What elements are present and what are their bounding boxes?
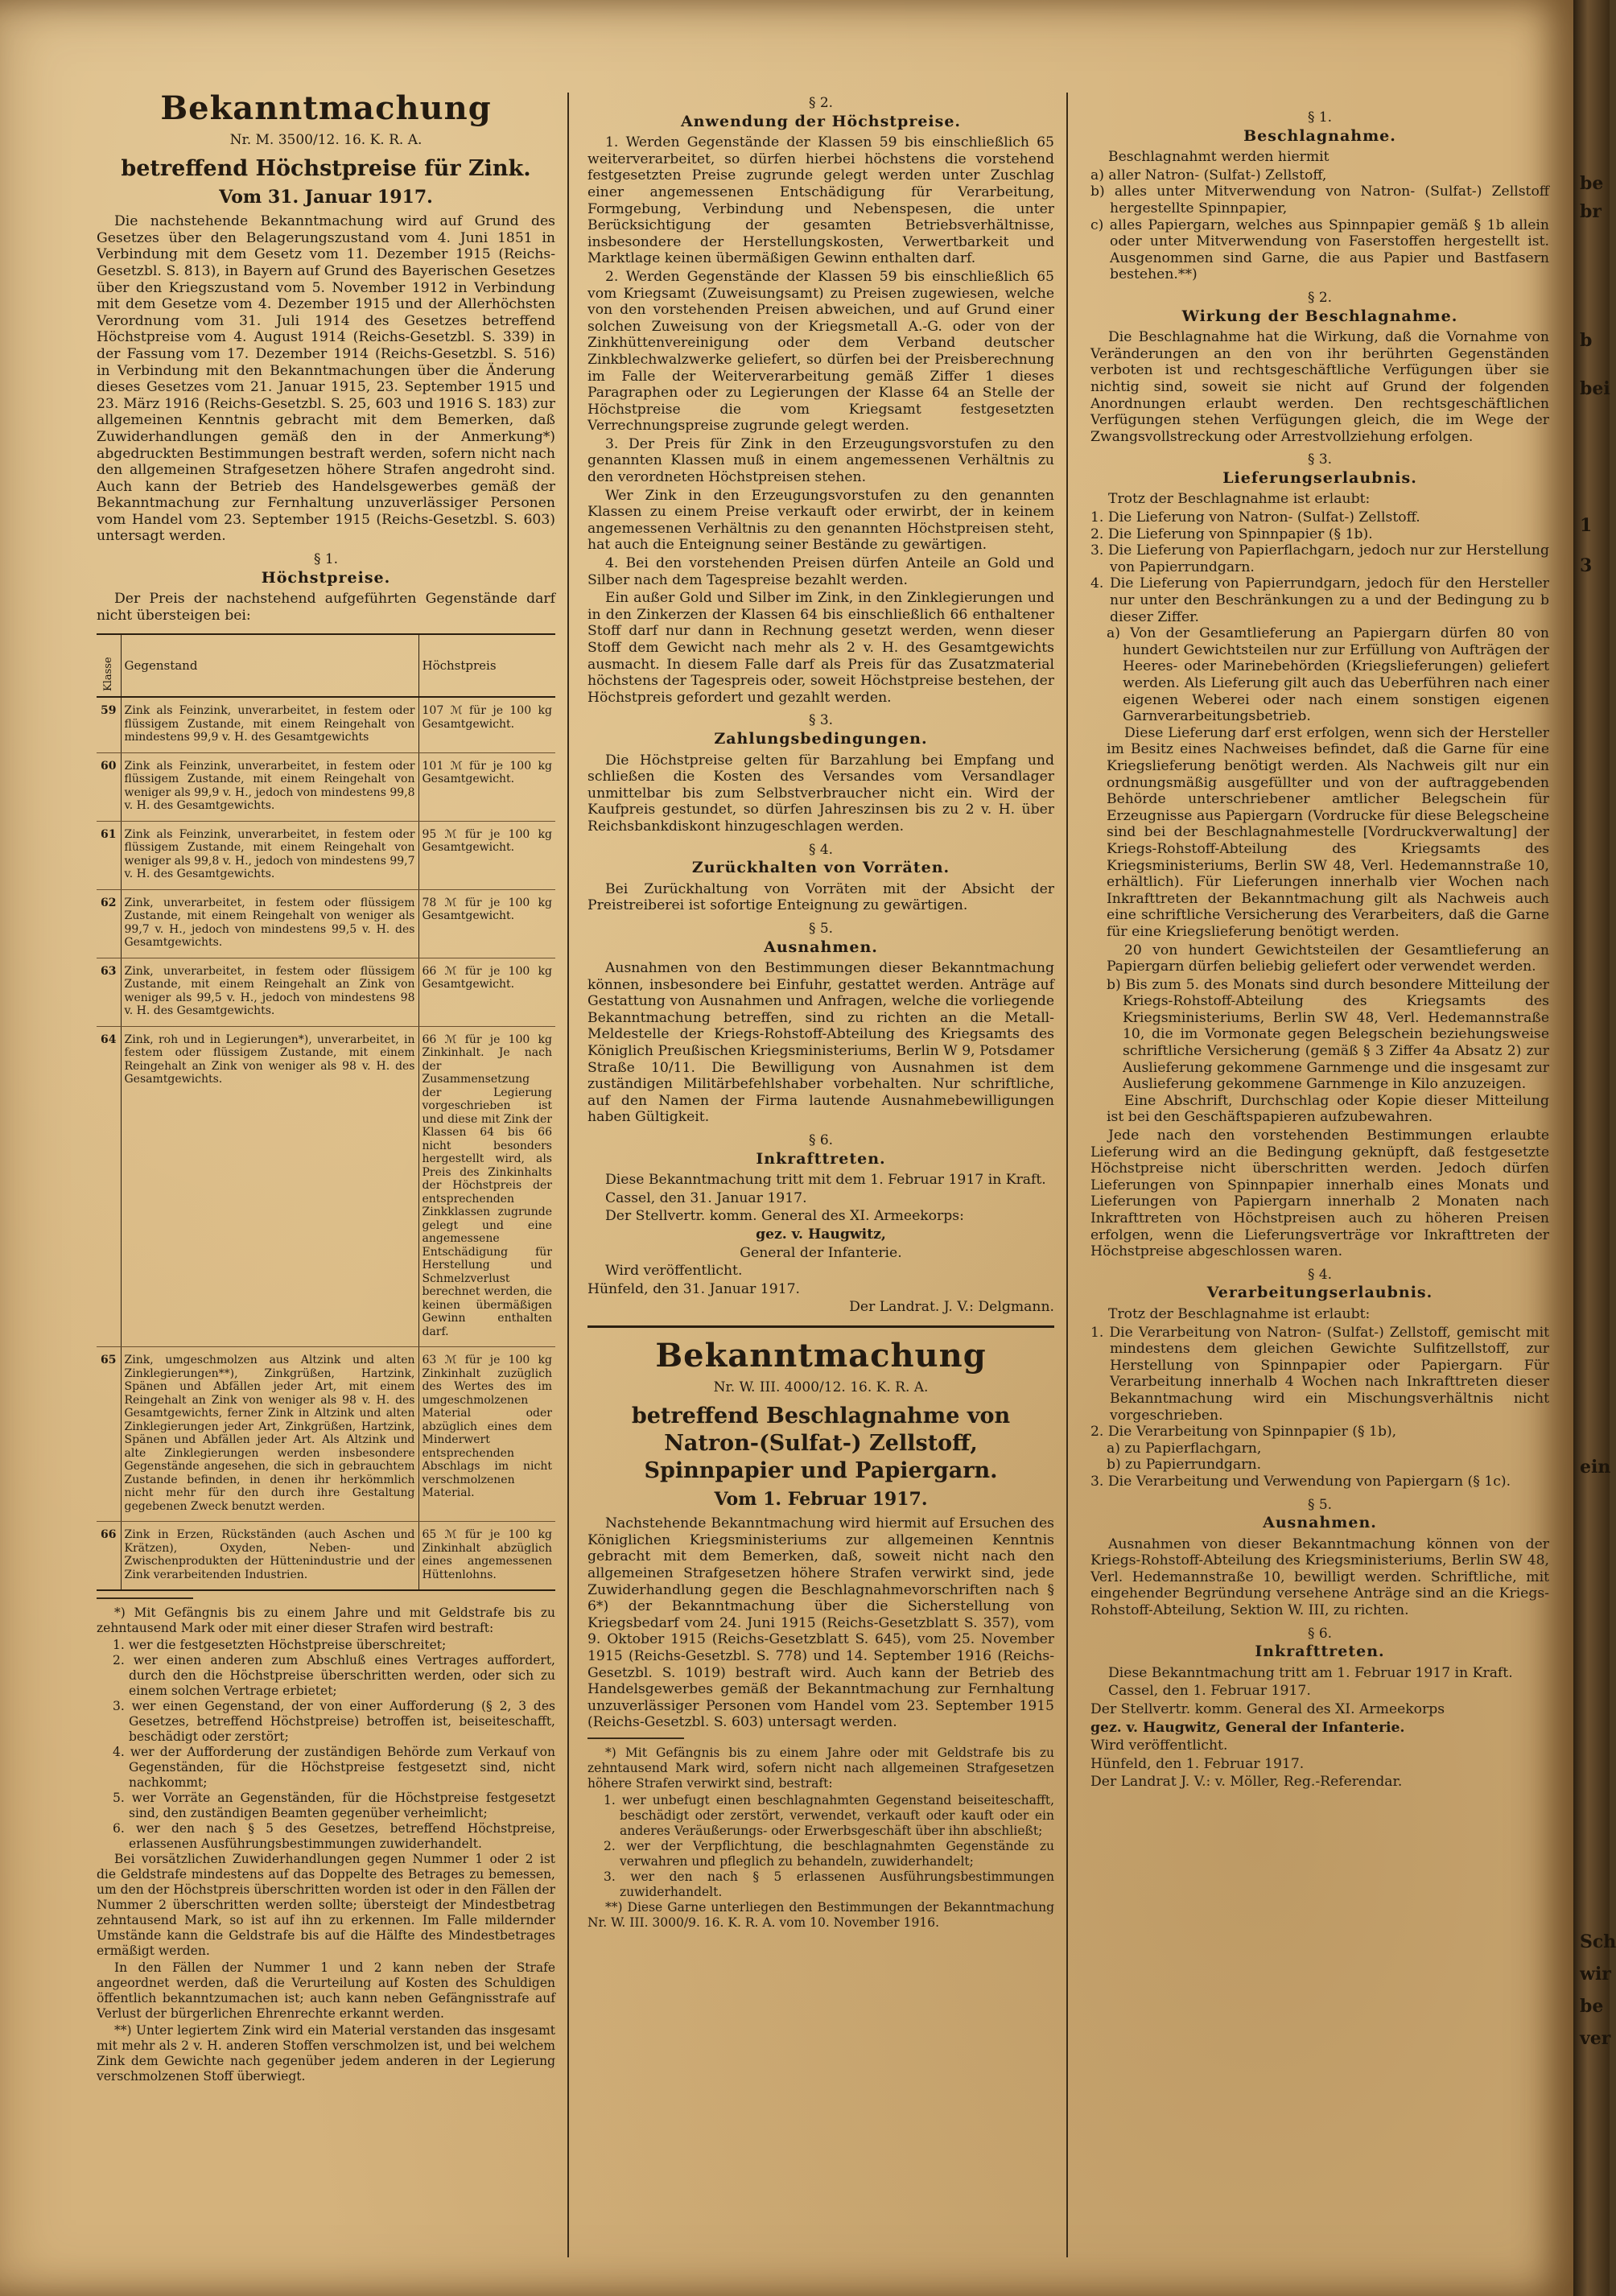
section-text: Diese Lieferung darf erst erfolgen, wenn sich der Hersteller im Besitz eines Nachweises befindet, daß die Garne für eine Kriegslieferung benötigt werden. Als Nachweis gilt nur ein ordnungsmäßig ausgefüllter und von der auftraggebenden Behörde unterschriebener amtlicher Belegschein für Erzeugnisse aus Papiergarn (Vordrucke für diese Belegscheine sind bei der Beschlagnahmestelle [Vordruckverwaltung] der Kriegs-Rohstoff-Abteilung des Kriegsamts des Kriegsministeriums, Berlin SW 48, Verl. Hedemannstraße 10, erhältlich). Für Lieferungen innerhalb vier Wochen nach Inkrafttreten der Bekanntmachung gilt als Nachweis auch eine schriftliche Versicherung des Verarbeiters, daß die Garne für eine Kriegslieferung benötigt werden.	[1107, 724, 1549, 940]
section-text: Bei Zurückhaltung von Vorräten mit der Absicht der Preistreiberei ist sofortige Enteignung zu gewärtigen.	[587, 880, 1054, 914]
section-text: 20 von hundert Gewichtsteilen der Gesamtlieferung an Papiergarn dürfen beliebig geliefert oder verwendet werden.	[1107, 942, 1549, 975]
section-text: Wer Zink in den Erzeugungsvorstufen zu den genannten Klassen zu einem Preise verkauft oder erwirbt, der in keinem angemessenen Verhältnis zu den genannten Höchstpreisen steht, hat auch die Enteignung seiner Bestände zu gewärtigen.	[587, 487, 1054, 554]
section-text: Der Preis der nachstehend aufgeführten Gegenstände darf nicht übersteigen bei:	[97, 591, 555, 624]
table-cell-gegenstand: Zink in Erzen, Rückständen (auch Aschen und Krätzen), Oxyden, Neben- und Zwischenprodukten der Hüttenindustrie und der Zink verarbeitenden Industrien.	[121, 1522, 418, 1591]
table-cell-gegenstand: Zink als Feinzink, unverarbeitet, in festem oder flüssigem Zustande, mit einem Reingehalt von weniger als 99,9 v. H., jedoch von mindestens 99,8 v. H. des Gesamtgewichts.	[121, 752, 418, 821]
publication-place-date: Hünfeld, den 31. Januar 1917.	[587, 1280, 800, 1297]
notice-subtitle: betreffend Höchstpreise für Zink.	[121, 155, 531, 181]
section-text: Ausnahmen von dieser Bekanntmachung können von der Kriegs-Rohstoff-Abteilung des Kriegsministeriums, Berlin SW 48, Verl. Hedemannstraße 10, bewilligt werden. Schriftliche, mit eingehender Begründung versehene Anträge sind an die Kriegs-Rohstoff-Abteilung, Sektion W. III, zu richten.	[1090, 1535, 1549, 1619]
publication-note: Wird veröffentlicht.	[605, 1263, 743, 1280]
list-item: 1. Die Lieferung von Natron- (Sulfat-) Zellstoff.	[1090, 509, 1420, 526]
table-cell-gegenstand: Zink, unverarbeitet, in festem oder flüssigem Zustande, mit einem Reingehalt von weniger als 99,7 v. H., jedoch von mindestens 99,5 v. H. des Gesamtgewichts.	[121, 889, 418, 958]
divider	[97, 1597, 193, 1599]
table-cell-preis: 63 ℳ für je 100 kg Zinkinhalt zuzüglich des Wertes des im umgeschmolzenen Material oder abzüglich eines dem Minderwert entsprechenden Abschlags im nicht verschmolzenen Material.	[418, 1347, 555, 1522]
table-cell-klasse: 60	[97, 752, 121, 821]
signature-office: Der Stellvertr. komm. General des XI. Armeekorps	[1090, 1701, 1445, 1718]
footnote-item: 1. wer unbefugt einen beschlagnahmten Gegenstand beiseiteschafft, beschädigt oder zerstört, verwendet, verkauft oder kauft oder ein anderes Veräußerungs- oder Erwerbsgeschäft über ihn abschließt;	[604, 1792, 1054, 1838]
section-heading: Höchstpreise.	[261, 568, 391, 587]
section-text: Eine Abschrift, Durchschlag oder Kopie dieser Mitteilung ist bei den Geschäftspapieren aufzubewahren.	[1107, 1092, 1549, 1126]
price-table	[97, 633, 555, 1591]
notice-number: Nr. W. III. 4000/12. 16. K. R. A.	[713, 1379, 929, 1395]
column-1	[97, 89, 555, 2086]
notice-title: Bekanntmachung	[655, 1336, 987, 1375]
section-number: § 4.	[1307, 1266, 1333, 1283]
section-number: § 6.	[808, 1132, 834, 1149]
section-heading: Zurückhalten von Vorräten.	[691, 859, 950, 877]
list-subitem: a) Von der Gesamtlieferung an Papiergarn dürfen 80 von hundert Gewichtsteilen nur zur Erfüllung von Aufträgen der Heeres- oder Marinebehörden (Kriegslieferungen) geliefert werden. Als Lieferung gilt auch das Ueberführen nach einer eigenen Weberei oder nach einem sonstigen eigenen Garnverarbeitungsbetrieb.	[1107, 625, 1549, 725]
section-heading: Lieferungserlaubnis.	[1222, 468, 1417, 487]
adjacent-page-edge	[1573, 0, 1616, 2296]
footnote-text: In den Fällen der Nummer 1 und 2 kann neben der Strafe angeordnet werden, daß die Verurteilung auf Kosten des Schuldigen öffentlich bekanntzumachen ist; auch kann neben Gefängnisstrafe auf Verlust der bürgerlichen Ehrenrechte erkannt werden.	[97, 1960, 555, 2022]
edge-fragment: bei	[1580, 378, 1610, 399]
table-cell-gegenstand: Zink, unverarbeitet, in festem oder flüssigem Zustande, mit einem Reingehalt an Zink von weniger als 99,5 v. H., jedoch von mindestens 98 v. H. des Gesamtgewichts.	[121, 958, 418, 1026]
footnote-item: 2. wer einen anderen zum Abschluß eines Vertrages auffordert, durch den die Höchstpreise überschritten werden, oder sich zu einem solchen Vertrage erbietet;	[113, 1653, 555, 1699]
table-cell-preis: 65 ℳ für je 100 kg Zinkinhalt abzüglich eines angemessenen Hüttenlohns.	[422, 1528, 552, 1581]
section-heading: Ausnahmen.	[764, 938, 878, 956]
table-row	[97, 958, 555, 1026]
intro-paragraph: Die nachstehende Bekanntmachung wird auf Grund des Gesetzes über den Belagerungszustand vom 4. Juni 1851 in Verbindung mit dem Gesetz vom 11. Dezember 1915 (Reichs-Gesetzbl. S. 813), in Bayern auf Grund des Bayerischen Gesetzes über den Kriegszustand vom 5. November 1912 in Verbindung mit dem Gesetze vom 4. Dezember 1915 und der Allerhöchsten Verordnung vom 31. Juli 1914 des Gesetzes betreffend Höchstpreise vom 4. August 1914 (Reichs-Gesetzbl. S. 339) in der Fassung vom 17. Dezember 1914 (Reichs-Gesetzbl. S. 516) in Verbindung mit den Bekanntmachungen über die Änderung dieses Gesetzes vom 21. Januar 1915, 23. September 1915 und 23. März 1916 (Reichs-Gesetzbl. S. 25, 603 und 1916 S. 183) zur allgemeinen Kenntnis gebracht mit dem Bemerken, daß Zuwiderhandlungen gemäß den in der Anmerkung*) abgedruckten Bestimmungen bestraft werden, sofern nicht nach den allgemeinen Strafgesetzen höhere Strafen angedroht sind. Auch kann der Betrieb des Handelsgewerbes gemäß der Bekanntmachung zur Fernhaltung unzuverlässiger Personen vom Handel vom 23. September 1915 (Reichs-Gesetzbl. S. 603) untersagt werden.	[97, 213, 555, 545]
publication-signature: Der Landrat. J. V.: Delgmann.	[849, 1299, 1054, 1316]
footnote-item: 3. wer einen Gegenstand, der von einer Aufforderung (§ 2, 3 des Gesetzes, betreffend Höchstpreise) betroffen ist, beiseiteschafft, beschädigt oder zerstört;	[113, 1699, 555, 1745]
table-row	[97, 1522, 555, 1591]
notice-date: Vom 31. Januar 1917.	[219, 186, 433, 208]
list-item: b) alles unter Mitverwendung von Natron- (Sulfat-) Zellstoff hergestellte Spinnpapier,	[1090, 183, 1549, 216]
list-item: 3. Die Verarbeitung und Verwendung von Papiergarn (§ 1c).	[1090, 1473, 1511, 1490]
footnote-block	[97, 1606, 555, 2084]
list-subitem: a) zu Papierflachgarn,	[1107, 1440, 1262, 1457]
section-heading: Beschlagnahme.	[1243, 126, 1396, 145]
list-item: 1. Die Verarbeitung von Natron- (Sulfat-) Zellstoff, gemischt mit mindestens dem gleichen Gewichte Sulfitzellstoff, zur Herstellung von Spinnpapier oder Papiergarn. Für Verarbeitung innerhalb 4 Wochen nach Inkrafttreten dieser Bekanntmachung wird ein Mischungsverhältnis nicht vorgeschrieben.	[1090, 1324, 1549, 1424]
section-heading: Wirkung der Beschlagnahme.	[1181, 307, 1458, 325]
table-cell-klasse: 63	[97, 958, 121, 1026]
table-cell-gegenstand: Zink, roh und in Legierungen*), unverarbeitet, in festem oder flüssigem Zustande, mit einem Reingehalt an Zink von weniger als 98 v. H. des Gesamtgewichts.	[121, 1026, 418, 1347]
notice-number: Nr. M. 3500/12. 16. K. R. A.	[229, 132, 423, 148]
column-header-preis: Höchstpreis	[418, 634, 555, 697]
section-text: Die Beschlagnahme hat die Wirkung, daß die Vornahme von Veränderungen an den von ihr berührten Gegenständen verboten ist und rechtsgeschäftliche Verfügungen über sie nichtig sind, soweit sie nicht auf Grund der folgenden Anordnungen erlaubt werden. Den rechtsgeschäftlichen Verfügungen stehen Verfügungen gleich, die im Wege der Zwangsvollstreckung oder Arrestvollziehung erfolgen.	[1090, 329, 1549, 445]
table-row	[97, 697, 555, 752]
section-heading: Inkrafttreten.	[756, 1149, 886, 1168]
section-text: Jede nach den vorstehenden Bestimmungen erlaubte Lieferung wird an die Bedingung geknüpft, daß festgesetzte Höchstpreise nicht überschritten werden. Jedoch dürfen Lieferungen von Spinnpapier innerhalb eines Monats und Lieferungen von Papiergarn innerhalb 2 Monaten nach Inkrafttreten von Höchstpreisen auch zu höheren Preisen erfolgen, wenn die Lieferungsverträge vor Inkrafttreten der Höchstpreise abgeschlossen waren.	[1090, 1127, 1549, 1260]
table-cell-preis: 66 ℳ für je 100 kg Zinkinhalt. Je nach der Zusammensetzung der Legierung vorgeschrieben ist und diese mit Zink der Klassen 64 bis 66 nicht besonders hergestellt wird, als Preis des Zinkinhalts der Höchstpreis der entsprechenden Zinkklassen zugrunde gelegt und eine angemessene Entschädigung für Herstellung und Schmelzverlust berechnet werden, die keinen übermäßigen Gewinn enthalten darf.	[418, 1026, 555, 1347]
publication-note: Wird veröffentlicht.	[1090, 1737, 1228, 1754]
section-text: Beschlagnahmt werden hiermit	[1108, 149, 1329, 166]
edge-fragment: b	[1580, 330, 1593, 351]
table-row	[97, 1026, 555, 1347]
edge-fragment: 1	[1580, 515, 1593, 536]
edge-fragment: be	[1580, 173, 1604, 194]
column-rule-right	[1066, 93, 1068, 2257]
section-heading: Inkrafttreten.	[1255, 1643, 1385, 1661]
edge-fragment: 3	[1580, 555, 1593, 576]
column-header-klasse: Klasse	[97, 634, 121, 697]
section-number: § 5.	[808, 920, 834, 937]
notice-date: Vom 1. Februar 1917.	[714, 1488, 928, 1510]
list-item: 2. Die Lieferung von Spinnpapier (§ 1b).	[1090, 526, 1373, 542]
list-item: 4. Die Lieferung von Papierrundgarn, jedoch für den Hersteller nur unter den Beschränkungen zu a und der Bedingung zu b dieser Ziffer.	[1090, 575, 1549, 625]
footnote-block	[587, 1746, 1054, 1931]
section-number: § 3.	[808, 712, 834, 729]
intro-paragraph: Nachstehende Bekanntmachung wird hiermit auf Ersuchen des Königlichen Kriegsministeriums zur allgemeinen Kenntnis gebracht mit dem Bemerken, daß, soweit nicht nach den allgemeinen Strafgesetzen höhere Strafen verwirkt sind, jede Zuwiderhandlung gegen die Beschlagnahmevorschriften nach § 6*) der Bekanntmachung über die Sicherstellung von Kriegsbedarf vom 24. Juni 1915 (Reichs-Gesetzblatt S. 357), vom 9. Oktober 1915 (Reichs-Gesetzblatt S. 645), vom 25. November 1915 (Reichs-Gesetzbl. S. 778) und 14. September 1916 (Reichs-Gesetzbl. S. 1019) bestraft wird. Auch kann der Betrieb des Handelsgewerbes gemäß der Bekanntmachung zur Fernhaltung unzuverlässiger Personen vom Handel vom 23. September 1915 (Reichs-Gesetzbl. S. 603) untersagt werden.	[587, 1515, 1054, 1731]
table-cell-preis: 78 ℳ für je 100 kg Gesamtgewicht.	[418, 889, 555, 958]
table-cell-gegenstand: Zink, umgeschmolzen aus Altzink und alten Zinklegierungen**), Zinkgrüßen, Hartzink, Spänen und Abfällen jeder Art, mit einem Reingehalt an Zink von weniger als 98 v. H. des Gesamtgewichts, ferner Zink in Altzink und alten Zinklegierungen jeder Art, Zinkgrüßen, Hartzink, Spänen und Abfällen jeder Art. Als Altzink und alte Zinklegierungen werden insbesondere Gegenstände angesehen, die sich in gebrauchtem Zustande befinden, in denen ihr herkömmlich nicht mehr für den durch ihre Gestaltung gegebenen Zweck benutzt werden.	[121, 1347, 418, 1522]
section-heading: Ausnahmen.	[1263, 1514, 1377, 1532]
section-text: Ausnahmen von den Bestimmungen dieser Bekanntmachung können, insbesondere bei Einfuhr, gestattet werden. Anträge auf Gestattung von Ausnahmen und Anfragen, welche die vorliegende Bekanntmachung betreffen, sind zu richten an die Metall-Meldestelle der Kriegs-Rohstoff-Abteilung des Kriegsamts des Königlich Preußischen Kriegsministeriums, Berlin W 9, Potsdamer Straße 10/11. Die Bewilligung von Ausnahmen ist dem zuständigen Militärbefehlshaber vorbehalten. Nur schriftliche, auf den Namen der Firma lautende Ausnahmebewilligungen haben Gültigkeit.	[587, 960, 1054, 1126]
edge-fragment: br	[1580, 201, 1602, 222]
footnote-item: 2. wer der Verpflichtung, die beschlagnahmten Gegenstände zu verwahren und pfleglich zu behandeln, zuwiderhandelt;	[604, 1838, 1054, 1869]
section-number: § 1.	[313, 551, 339, 568]
section-text: Ein außer Gold und Silber im Zink, in den Zinklegierungen und in den Zinkerzen der Klassen 64 bis einschließlich 66 enthaltener Stoff darf nur dann in Rechnung gesetzt werden, wenn dieser Stoff dem Gewicht nach mehr als 2 v. H. des Gesamtgewichts ausmacht. In diesem Falle darf als Preis für das Zusatzmaterial höchstens der Tagespreis oder, soweit Höchstpreise bestehen, der Höchstpreis gefordert und gezahlt werden.	[587, 590, 1054, 706]
edge-fragment: wir	[1580, 1964, 1611, 1985]
footnote-text: **) Diese Garne unterliegen den Bestimmungen der Bekanntmachung Nr. W. III. 3000/9. 16. K. R. A. vom 10. November 1916.	[587, 1899, 1054, 1930]
publication-place-date: Hünfeld, den 1. Februar 1917.	[1090, 1755, 1305, 1772]
footnote-item: 6. wer den nach § 5 des Gesetzes, betreffend Höchstpreise, erlassenen Ausführungsbestimmungen zuwiderhandelt.	[113, 1821, 555, 1852]
section-number: § 4.	[808, 841, 834, 858]
section-text: 1. Werden Gegenstände der Klassen 59 bis einschließlich 65 weiterverarbeitet, so dürfen hierbei höchstens die vorstehend festgesetzten Preise zugrunde gelegt werden unter Zuschlag einer angemessenen Entschädigung für Verarbeitung, Formgebung, Verbindung und Nebenspesen, die unter Berücksichtigung der gesamten Betriebsverhältnisse, insbesondere der Herstellungskosten, Verwertbarkeit und Marktlage keinen übermäßigen Gewinn enthalten darf.	[587, 134, 1054, 267]
table-cell-preis: 101 ℳ für je 100 kg Gesamtgewicht.	[418, 752, 555, 821]
section-text: 3. Der Preis für Zink in den Erzeugungsvorstufen zu den genannten Klassen muß in einem angemessenen Verhältnis zu den verordneten Höchstpreisen stehen.	[587, 435, 1054, 486]
notice-title: Bekanntmachung	[160, 89, 492, 127]
list-item: 2. Die Verarbeitung von Spinnpapier (§ 1b),	[1090, 1424, 1397, 1441]
list-item: a) aller Natron- (Sulfat-) Zellstoff,	[1090, 167, 1327, 183]
footnote-item: 4. wer der Aufforderung der zuständigen Behörde zum Verkauf von Gegenständen, für die Höchstpreise festgesetzt sind, nicht nachkommt;	[113, 1745, 555, 1791]
table-cell-preis: 66 ℳ für je 100 kg Gesamtgewicht.	[418, 958, 555, 1026]
table-cell-gegenstand: Zink als Feinzink, unverarbeitet, in festem oder flüssigem Zustande, mit einem Reingehalt von weniger als 99,8 v. H., jedoch von mindestens 99,7 v. H. des Gesamtgewichts.	[121, 821, 418, 889]
table-row	[97, 821, 555, 889]
notice-subtitle: betreffend Beschlagnahme von Natron-(Sulfat-) Zellstoff, Spinnpapier und Papiergarn.	[631, 1403, 1011, 1483]
footnote-item: 1. wer die festgesetzten Höchstpreise überschreitet;	[113, 1638, 447, 1653]
section-heading: Verarbeitungserlaubnis.	[1206, 1284, 1433, 1302]
signature-place-date: Cassel, den 1. Februar 1917.	[1108, 1683, 1311, 1700]
section-heading: Zahlungsbedingungen.	[714, 729, 928, 748]
signature-place-date: Cassel, den 31. Januar 1917.	[605, 1189, 807, 1206]
section-text: 4. Bei den vorstehenden Preisen dürfen Anteile an Gold und Silber nach dem Tagespreise bezahlt werden.	[587, 555, 1054, 588]
table-cell-klasse: 59	[97, 697, 121, 752]
list-subitem: b) zu Papierrundgarn.	[1107, 1457, 1262, 1474]
list-item: 3. Die Lieferung von Papierflachgarn, jedoch nur zur Herstellung von Papierrundgarn.	[1090, 542, 1549, 575]
table-cell-klasse: 62	[97, 889, 121, 958]
table-cell-preis: 107 ℳ für je 100 kg Gesamtgewicht.	[418, 697, 555, 752]
section-text: 2. Werden Gegenstände der Klassen 59 bis einschließlich 65 vom Kriegsamt (Zuweisungsamt) zu Preisen zugewiesen, welche von den vorstehenden Preisen abweichen, und auf Grund einer solchen Zuweisung von der Kriegsmetall A.-G. oder von der Zinkhüttenvereinigung oder dem Verband deutscher Zinkblechwalzwerke geliefert, so dürfen bei der Preisberechnung im Falle der Weiterverarbeitung gemäß Ziffer 1 dieses Paragraphen oder zu Legierungen der Klasse 64 an Stelle der Höchstpreise die vom Kriegsamt festgesetzten Verrechnungspreise zugrunde gelegt werden.	[587, 268, 1054, 435]
signature-name: gez. v. Haugwitz, General der Infanterie.	[1090, 1719, 1405, 1736]
column-2	[587, 89, 1054, 1932]
section-text: Trotz der Beschlagnahme ist erlaubt:	[1108, 491, 1371, 508]
edge-fragment: Sch	[1580, 1931, 1616, 1952]
section-number: § 1.	[1307, 109, 1333, 126]
footnote-item: 5. wer Vorräte an Gegenständen, für die Höchstpreise festgesetzt sind, den zuständigen Beamten gegenüber verheimlicht;	[113, 1791, 555, 1821]
footnote-item: 3. wer den nach § 5 erlassenen Ausführungsbestimmungen zuwiderhandelt.	[604, 1869, 1054, 1899]
table-cell-klasse: 66	[97, 1522, 121, 1591]
table-cell-klasse: 65	[97, 1347, 121, 1522]
edge-fragment: ver	[1580, 2028, 1611, 2049]
column-header-gegenstand: Gegenstand	[121, 634, 418, 697]
section-text: Trotz der Beschlagnahme ist erlaubt:	[1108, 1305, 1371, 1322]
list-subitem: b) Bis zum 5. des Monats sind durch besondere Mitteilung der Kriegs-Rohstoff-Abteilung des Kriegsamts des Kriegsministeriums, Berlin SW 48, Verl. Hedemannstraße 10, die im Vormonate gegen Belegschein beziehungsweise schriftliche Versicherung (gemäß § 3 Ziffer 4a Absatz 2) zur Auslieferung gekommene Garnmenge und die insgesamt zur Auslieferung gekommene Garnmenge in Kilo anzuzeigen.	[1107, 976, 1549, 1093]
section-number: § 6.	[1307, 1625, 1333, 1642]
table-cell-klasse: 64	[97, 1026, 121, 1347]
footnote-text: *) Mit Gefängnis bis zu einem Jahre und mit Geldstrafe bis zu zehntausend Mark oder mit einer dieser Strafen wird bestraft:	[97, 1606, 555, 1636]
divider	[587, 1737, 684, 1739]
signature-name: gez. v. Haugwitz,	[756, 1226, 886, 1243]
footnote-text: Bei vorsätzlichen Zuwiderhandlungen gegen Nummer 1 oder 2 ist die Geldstrafe mindestens auf das Doppelte des Betrages zu bemessen, um den der Höchstpreis überschritten worden ist oder in den Fällen der Nummer 2 überschritten werden sollte; übersteigt der Mindestbetrag zehntausend Mark, so ist auf ihn zu erkennen. Im Falle mildernder Umstände kann die Geldstrafe bis auf die Hälfte des Mindestbetrages ermäßigt werden.	[97, 1852, 555, 1959]
section-text: Die Höchstpreise gelten für Barzahlung bei Empfang und schließen die Kosten des Versandes vom Versandlager unmittelbar bis zum Selbstverbraucher nicht ein. Wird der Kaufpreis gestundet, so dürfen Jahreszinsen bis zu 2 v. H. über Reichsbankdiskont hinzugeschlagen werden.	[587, 752, 1054, 835]
column-3	[1090, 103, 1549, 1792]
signature-rank: General der Infanterie.	[740, 1244, 902, 1261]
section-number: § 5.	[1307, 1496, 1333, 1513]
edge-fragment: ein	[1580, 1457, 1611, 1478]
table-cell-gegenstand: Zink als Feinzink, unverarbeitet, in festem oder flüssigem Zustande, mit einem Reingehalt von mindestens 99,9 v. H. des Gesamtgewichts	[121, 697, 418, 752]
table-cell-preis: 95 ℳ für je 100 kg Gesamtgewicht.	[418, 821, 555, 889]
section-number: § 2.	[808, 95, 834, 111]
column-rule-left	[567, 93, 569, 2257]
footnote-text: **) Unter legiertem Zink wird ein Material verstanden das insgesamt mit mehr als 2 v. H. anderen Stoffen verschmolzen ist, und bei welchem Zink dem Gewichte nach gegenüber jedem anderen in der Legierung verschmolzenen Stoff überwiegt.	[97, 2023, 555, 2084]
table-header-row	[97, 634, 555, 697]
table-row	[97, 752, 555, 821]
section-text: Diese Bekanntmachung tritt mit dem 1. Februar 1917 in Kraft.	[605, 1172, 1046, 1189]
table-row	[97, 889, 555, 958]
footnote-text: *) Mit Gefängnis bis zu einem Jahre oder mit Geldstrafe bis zu zehntausend Mark wird, sofern nicht nach allgemeinen Strafgesetzen höhere Strafen verwirkt sind, bestraft:	[587, 1745, 1054, 1791]
publication-signature: Der Landrat J. V.: v. Möller, Reg.-Referendar.	[1090, 1774, 1403, 1791]
section-text: Diese Bekanntmachung tritt am 1. Februar 1917 in Kraft.	[1108, 1664, 1513, 1681]
table-cell-klasse: 61	[97, 821, 121, 889]
table-row	[97, 1347, 555, 1522]
notice-divider	[587, 1325, 1054, 1328]
section-number: § 3.	[1307, 451, 1333, 468]
edge-fragment: be	[1580, 1996, 1604, 2017]
section-number: § 2.	[1307, 289, 1333, 306]
section-heading: Anwendung der Höchstpreise.	[680, 112, 962, 130]
signature-office: Der Stellvertr. komm. General des XI. Armeekorps:	[605, 1208, 964, 1225]
list-item: c) alles Papiergarn, welches aus Spinnpapier gemäß § 1b allein oder unter Mitverwendung von Faserstoffen hergestellt ist. Ausgenommen sind Garne, die aus Papier und Bastfasern bestehen.**)	[1090, 216, 1549, 283]
